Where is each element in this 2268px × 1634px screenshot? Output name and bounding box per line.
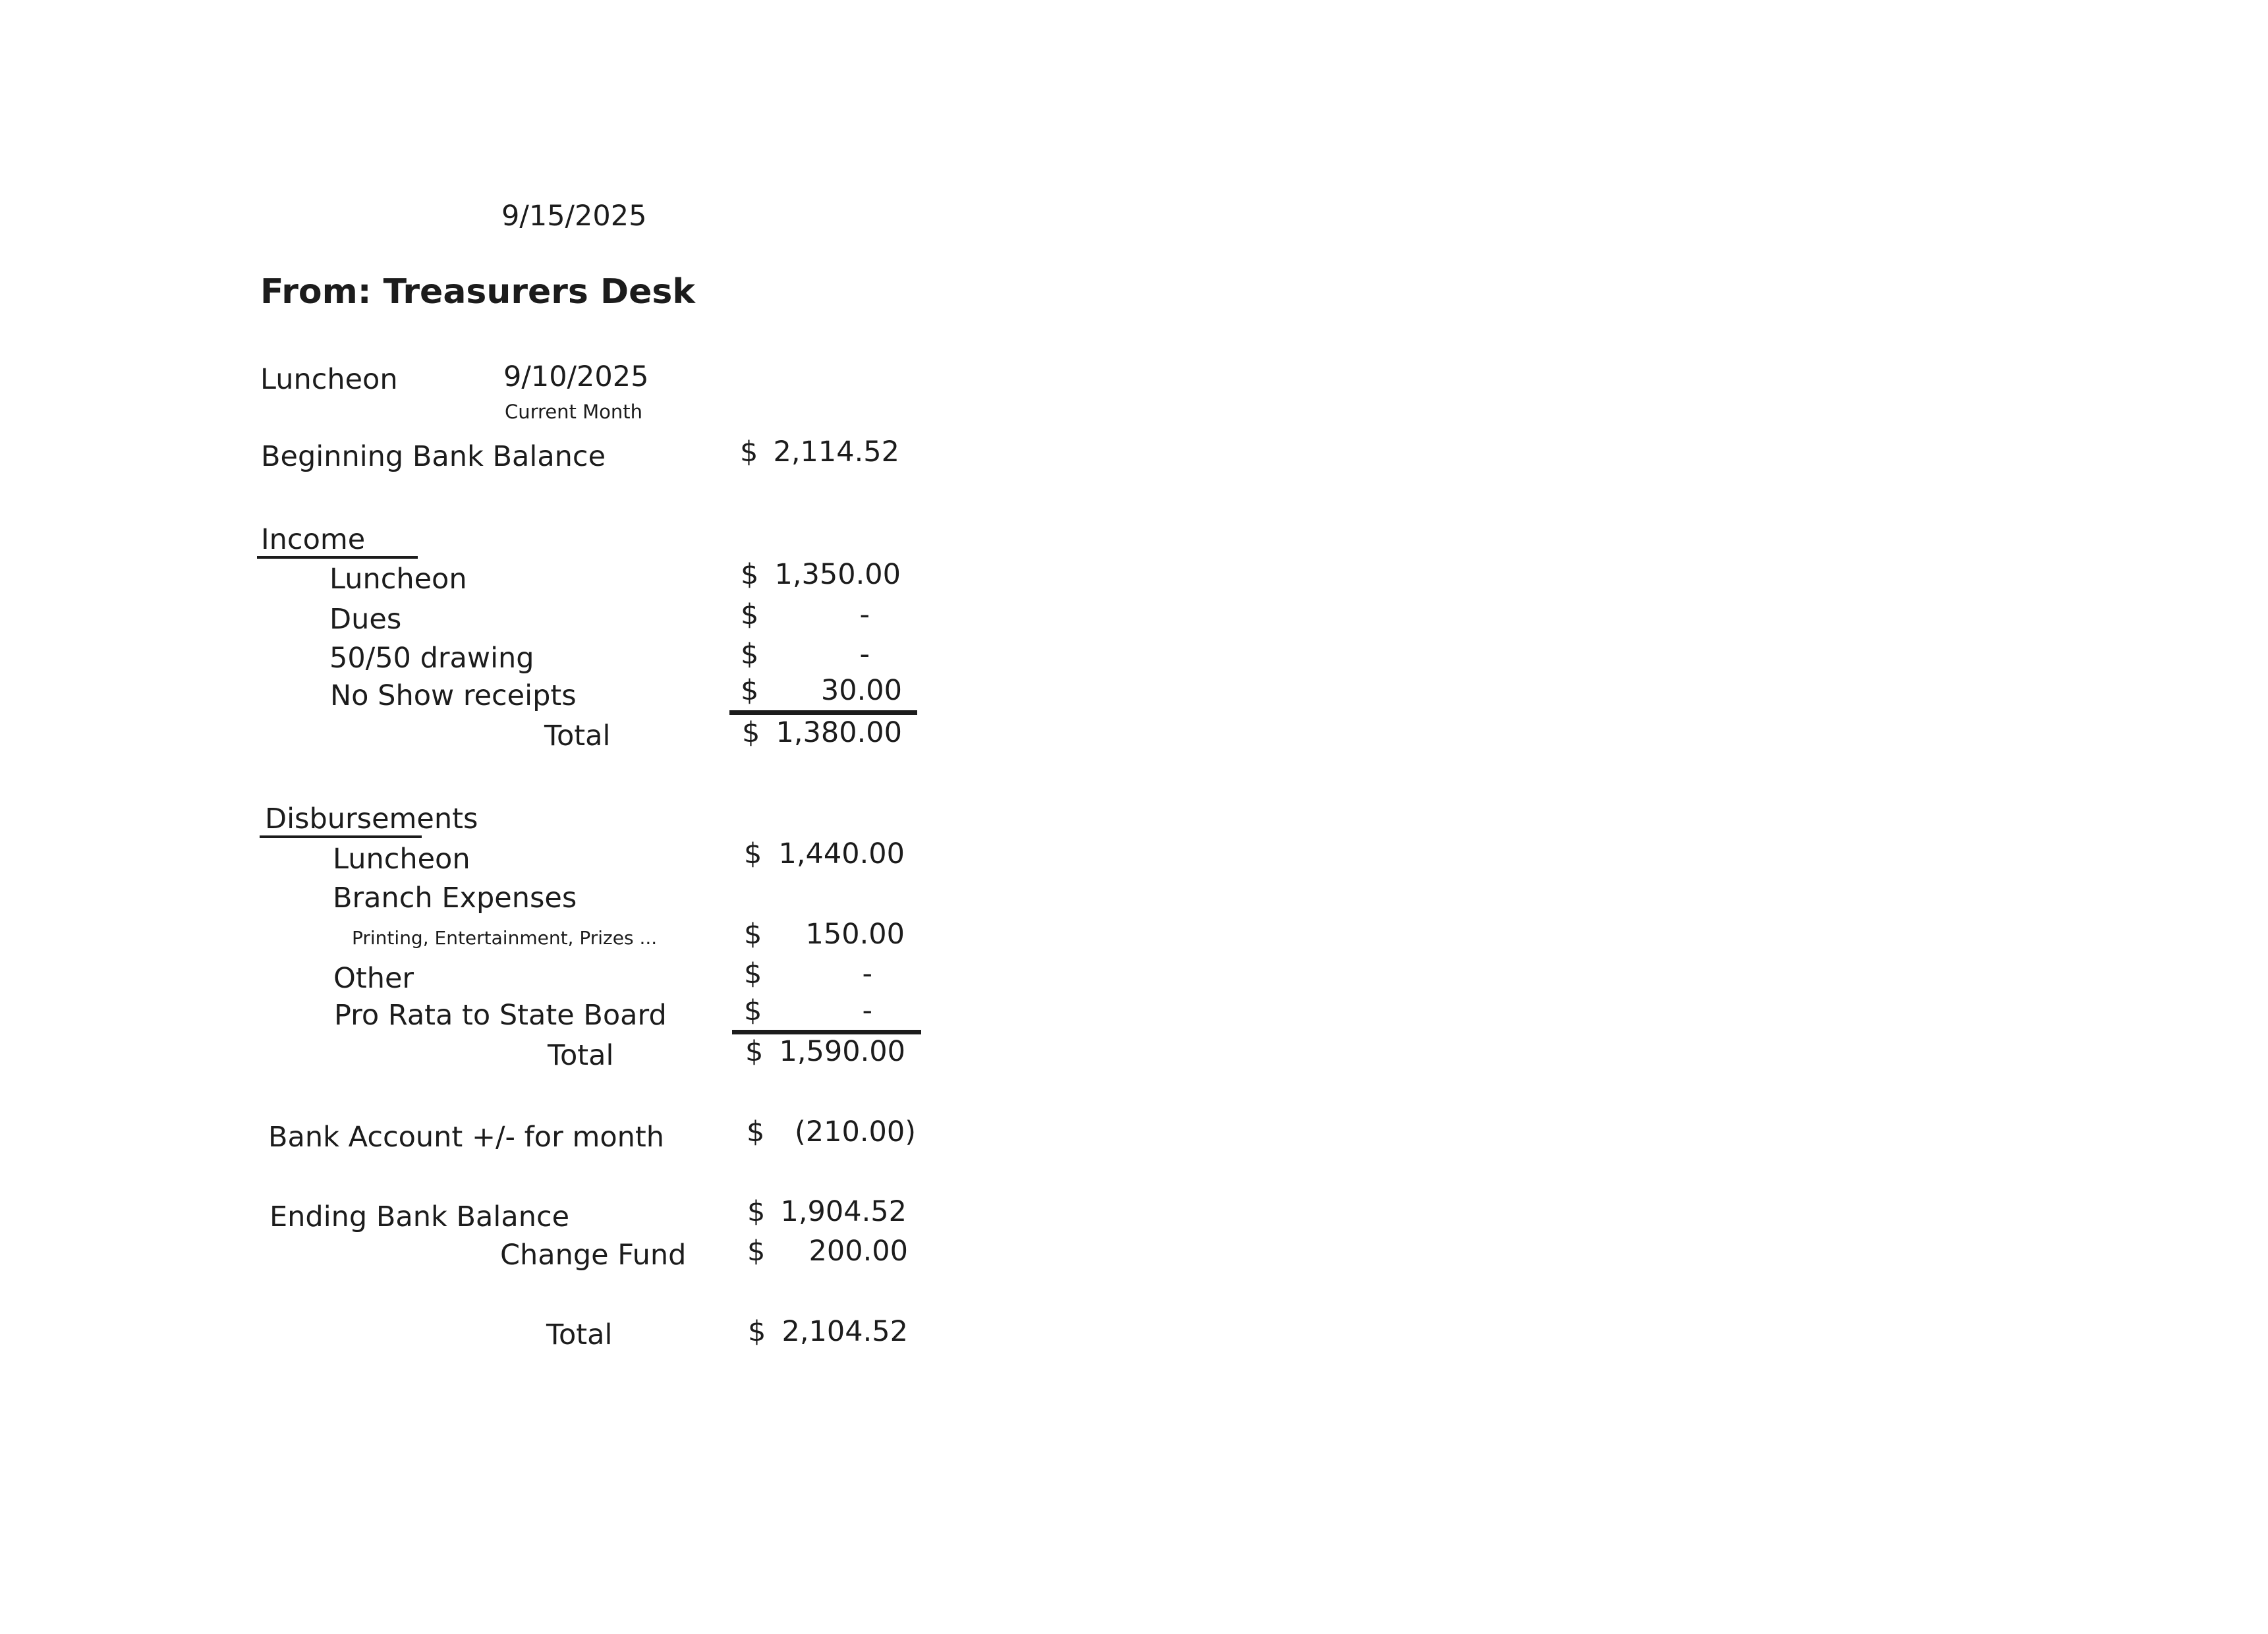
grand-total-amount: 2,104.52 — [781, 1315, 908, 1348]
income-total-currency: $ — [742, 716, 760, 749]
income-item-currency: $ — [741, 638, 759, 671]
income-item-amount: - — [859, 598, 870, 631]
disbursement-other-amount: - — [862, 957, 872, 990]
meeting-label: Luncheon — [260, 363, 398, 396]
grand-total-label: Total — [546, 1318, 613, 1351]
disbursement-prorata-currency: $ — [744, 994, 762, 1027]
ending-balance-amount: 1,904.52 — [780, 1195, 907, 1228]
disbursement-luncheon-amount: 1,440.00 — [778, 837, 905, 870]
income-item-amount: - — [859, 638, 870, 671]
income-item-amount: 30.00 — [820, 674, 902, 707]
income-item-label: No Show receipts — [330, 679, 577, 712]
meeting-date: 9/10/2025 — [503, 360, 649, 393]
disbursement-prorata-label: Pro Rata to State Board — [334, 999, 667, 1032]
change-fund-currency: $ — [747, 1235, 766, 1268]
disbursement-other-currency: $ — [744, 957, 762, 990]
net-change-amount: (210.00) — [794, 1115, 916, 1148]
disbursements-total-amount: 1,590.00 — [779, 1035, 905, 1068]
income-heading: Income — [261, 523, 366, 556]
disbursement-branch-currency: $ — [744, 918, 762, 951]
disbursements-heading-underline — [260, 835, 422, 838]
ending-balance-label: Ending Bank Balance — [269, 1200, 570, 1233]
income-total-label: Total — [544, 719, 611, 752]
beginning-balance-currency: $ — [740, 436, 758, 468]
disbursement-prorata-amount: - — [862, 994, 872, 1027]
income-item-currency: $ — [741, 598, 759, 631]
beginning-balance-label: Beginning Bank Balance — [261, 440, 606, 473]
disbursements-heading: Disbursements — [265, 803, 478, 835]
disbursement-branch-amount: 150.00 — [805, 918, 905, 951]
ending-balance-currency: $ — [747, 1195, 766, 1228]
income-item-currency: $ — [741, 674, 759, 707]
page-title: From: Treasurers Desk — [260, 272, 695, 312]
change-fund-label: Change Fund — [500, 1239, 687, 1272]
income-item-label: Dues — [329, 603, 402, 636]
disbursement-branch-sublabel: Printing, Entertainment, Prizes ... — [352, 927, 658, 949]
disbursements-total-rule — [732, 1030, 921, 1034]
net-change-label: Bank Account +/- for month — [268, 1121, 665, 1154]
income-item-amount: 1,350.00 — [774, 558, 901, 591]
income-heading-underline — [257, 556, 418, 559]
income-total-rule — [729, 710, 917, 715]
net-change-currency: $ — [747, 1115, 765, 1148]
disbursement-luncheon-currency: $ — [744, 837, 762, 870]
income-item-label: Luncheon — [329, 563, 467, 596]
disbursement-luncheon-label: Luncheon — [333, 843, 470, 876]
meeting-date-note: Current Month — [505, 401, 643, 423]
income-total-amount: 1,380.00 — [776, 716, 902, 749]
disbursements-total-currency: $ — [745, 1035, 764, 1068]
grand-total-currency: $ — [748, 1315, 766, 1348]
disbursements-total-label: Total — [548, 1039, 614, 1072]
disbursement-other-label: Other — [333, 962, 414, 995]
beginning-balance-amount: 2,114.52 — [773, 436, 899, 468]
change-fund-amount: 200.00 — [808, 1235, 908, 1268]
disbursement-branch-label: Branch Expenses — [333, 882, 577, 915]
income-item-currency: $ — [741, 558, 759, 591]
income-item-label: 50/50 drawing — [329, 642, 534, 675]
report-date: 9/15/2025 — [501, 200, 647, 233]
